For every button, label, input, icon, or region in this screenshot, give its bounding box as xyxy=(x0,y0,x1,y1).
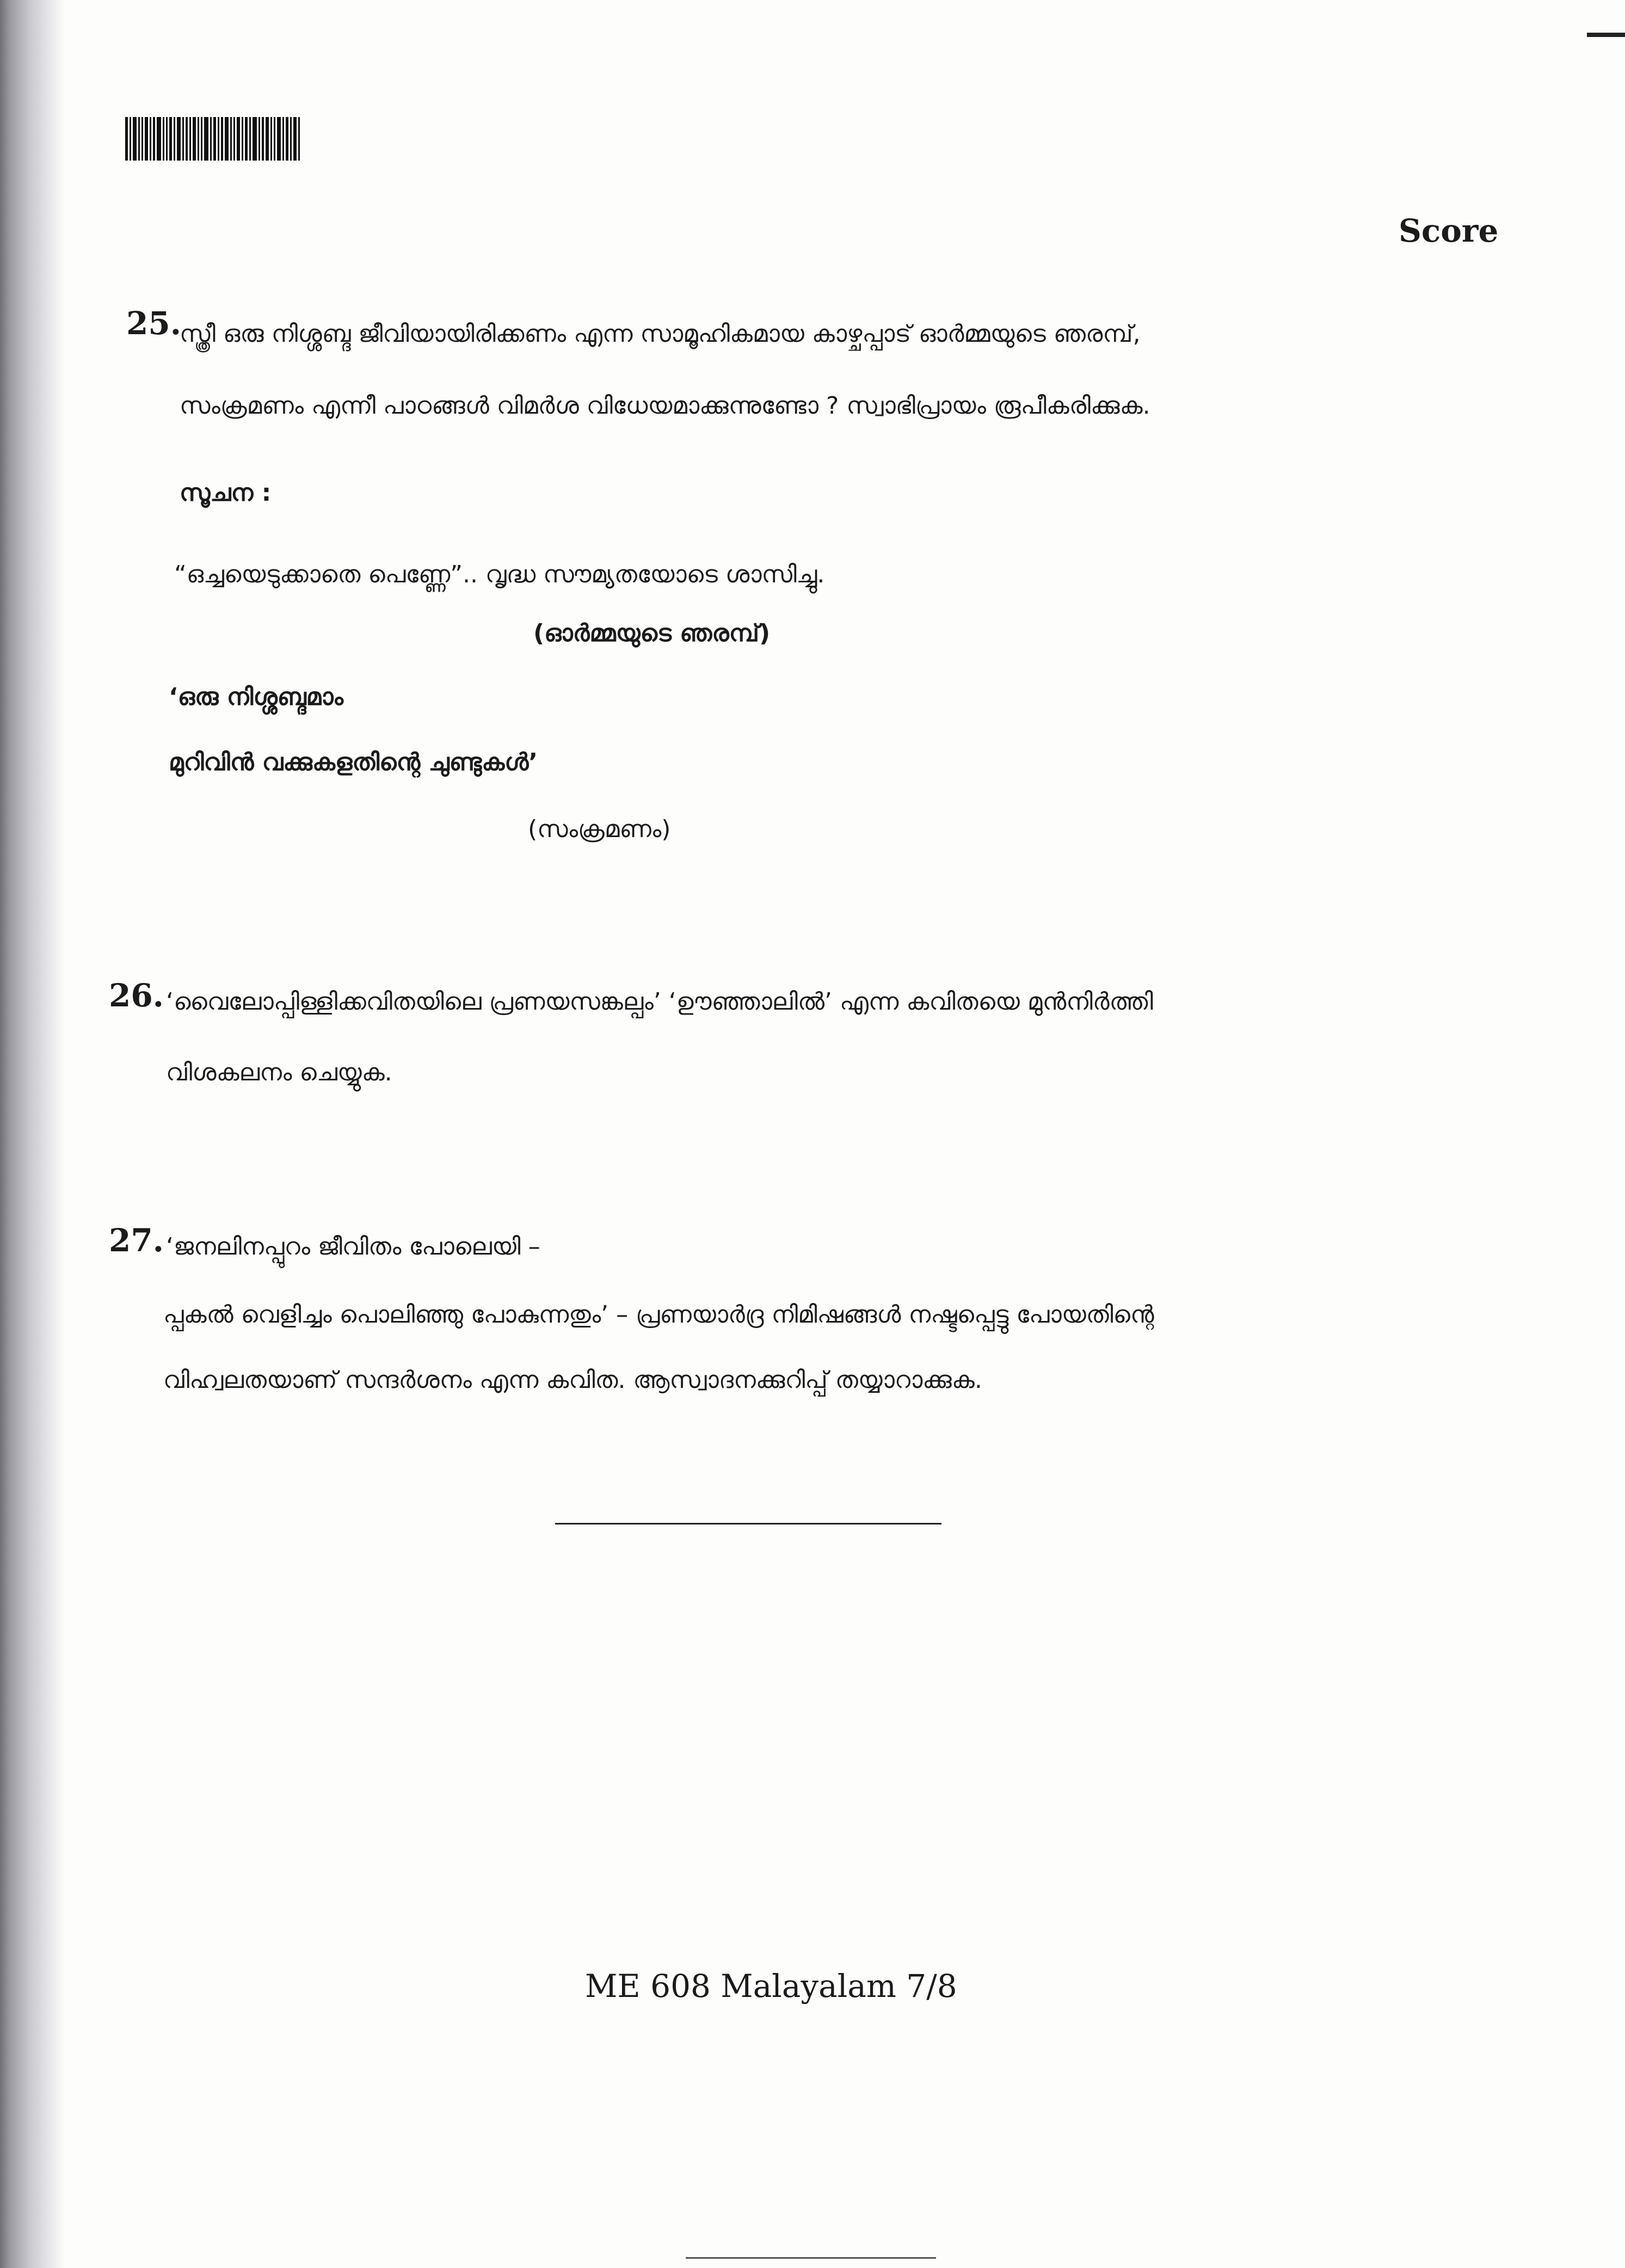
corner-mark xyxy=(1587,33,1625,37)
question-27-line-3: വിഹ്വലതയാണ് സന്ദർശനം എന്ന കവിത. ആസ്വാദനക്കുറിപ്പ് തയ്യാറാക്കുക. xyxy=(163,1366,982,1394)
question-27-number: 27. xyxy=(109,1222,164,1259)
question-25-line-1: സ്ത്രീ ഒരു നിശ്ശബ്ദ ജീവിയായിരിക്കണം എന്ന സാമൂഹികമായ കാഴ്ചപ്പാട് ഓർമ്മയുടെ ഞരമ്പ്, xyxy=(180,320,1141,348)
hint-source-2: (സംക്രമണം) xyxy=(528,815,671,843)
question-26-line-1: ‘വൈലോപ്പിള്ളിക്കവിതയിലെ പ്രണയസങ്കല്പം’ ‘ഊഞ്ഞാലിൽ’ എന്ന കവിതയെ മുൻനിർത്തി xyxy=(166,988,1153,1016)
question-25-line-2: സംക്രമണം എന്നീ പാഠങ്ങൾ വിമർശ വിധേയമാക്കുന്നുണ്ടോ ? സ്വാഭിപ്രായം രൂപീകരിക്കുക. xyxy=(180,392,1150,420)
page-footer: ME 608 Malayalam 7/8 xyxy=(585,1968,957,2005)
question-27-line-2: പ്പകൽ വെളിച്ചം പൊലിഞ്ഞു പോകുന്നതും’ – പ്രണയാർദ്ര നിമിഷങ്ങൾ നഷ്ടപ്പെട്ടു പോയതിന്റെ xyxy=(163,1301,1154,1329)
question-25-number: 25. xyxy=(126,305,181,342)
scan-shadow-edge xyxy=(0,0,65,2268)
hint-quote-2-line-1: ‘ഒരു നിശ്ശബ്ദമാം xyxy=(169,683,343,711)
score-label: Score xyxy=(1399,212,1499,249)
question-26-line-2: വിശകലനം ചെയ്യുക. xyxy=(166,1059,392,1086)
question-27-line-1: ‘ജനലിനപ്പുറം ജീവിതം പോലെയി – xyxy=(166,1233,540,1261)
end-divider xyxy=(555,1523,941,1525)
barcode xyxy=(125,117,301,161)
bottom-scan-line xyxy=(686,2257,936,2259)
hint-quote-1: “ഒച്ചയെടുക്കാതെ പെണ്ണേ”.. വൃദ്ധ സൗമ്യതയോടെ ശാസിച്ചു. xyxy=(174,561,825,588)
hint-source-1: (ഓർമ്മയുടെ ഞരമ്പ്) xyxy=(533,619,771,647)
hint-quote-2-line-2: മുറിവിൻ വക്കുകളതിന്റെ ചുണ്ടുകൾ’ xyxy=(169,748,538,776)
hint-label: സൂചന : xyxy=(180,479,272,507)
question-26-number: 26. xyxy=(109,977,164,1014)
